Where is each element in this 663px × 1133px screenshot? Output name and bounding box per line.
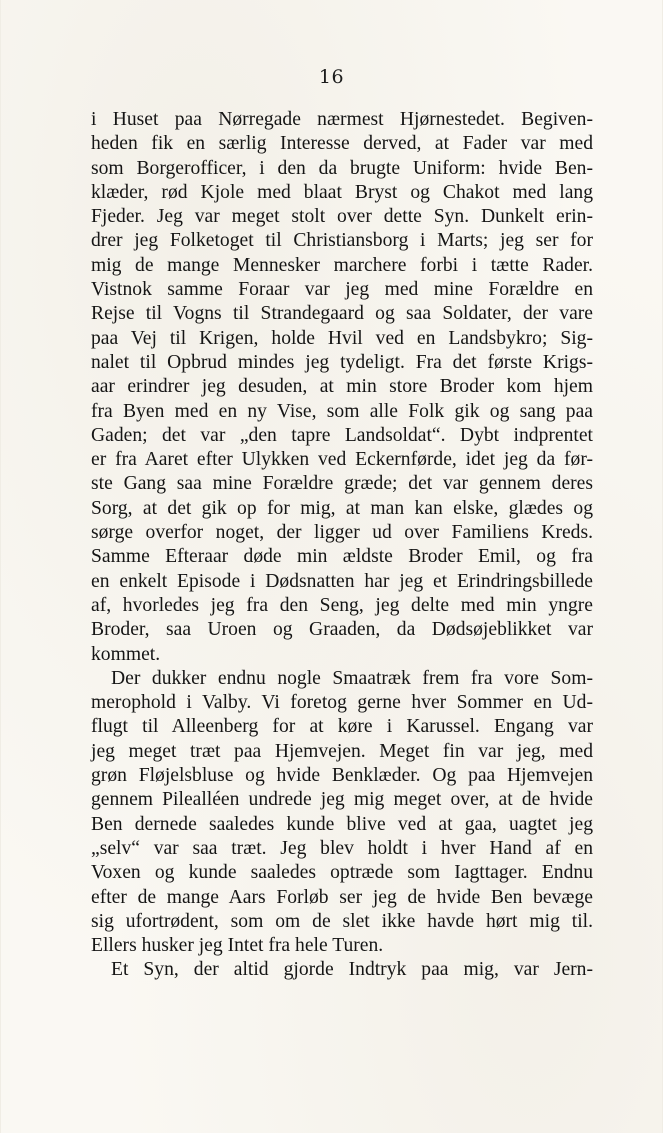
text-line: heden fik en særlig Interesse derved, at Fader var med [91, 133, 593, 155]
text-line: som Borgerofficer, i den da brugte Uniform: hvide Ben- [91, 157, 593, 179]
text-line: af, hvorledes jeg fra den Seng, jeg delte med min yngre [91, 594, 593, 616]
text-line: Sorg, at det gik op for mig, at man kan elske, glædes og [91, 497, 593, 519]
text-line: sørge overfor noget, der ligger ud over Familiens Kreds. [91, 522, 593, 544]
text-line: fra Byen med en ny Vise, som alle Folk gik og sang paa [91, 400, 593, 422]
text-line: grøn Fløjelsbluse og hvide Benklæder. Og paa Hjemvejen [91, 765, 593, 787]
text-line: gennem Pilealléen undrede jeg mig meget over, at de hvide [91, 789, 593, 811]
text-line: Ben dernede saaledes kunde blive ved at gaa, uagtet jeg [91, 813, 593, 835]
text-line: Gaden; det var „den tapre Landsoldat“. Dybt indprentet [91, 424, 593, 446]
paragraph-start-line: Et Syn, der altid gjorde Indtryk paa mig, var Jern- [111, 959, 593, 981]
text-line: Broder, saa Uroen og Graaden, da Dødsøjeblikket var [91, 619, 593, 641]
text-line: i Huset paa Nørregade nærmest Hjørnestedet. Begiven- [91, 109, 593, 130]
text-line: mig de mange Mennesker marchere forbi i tætte Rader. [91, 254, 593, 276]
text-line: drer jeg Folketoget til Christiansborg i Marts; jeg ser for [91, 230, 593, 252]
text-line: sig ufortrødent, som om de slet ikke havde hørt mig til. [91, 910, 593, 932]
text-line: efter de mange Aars Forløb ser jeg de hvide Ben bevæge [91, 886, 593, 908]
text-line: klæder, rød Kjole med blaat Bryst og Chakot med lang [91, 181, 593, 203]
text-line: Samme Efteraar døde min ældste Broder Emil, og fra [91, 546, 593, 568]
text-line: paa Vej til Krigen, holde Hvil ved en Landsbykro; Sig- [91, 327, 593, 349]
text-line: jeg meget træt paa Hjemvejen. Meget fin var jeg, med [91, 740, 593, 762]
text-line: en enkelt Episode i Dødsnatten har jeg et Erindringsbillede [91, 570, 593, 592]
text-line: Rejse til Vogns til Strandegaard og saa Soldater, der vare [91, 303, 593, 325]
text-line: flugt til Alleenberg for at køre i Karussel. Engang var [91, 716, 593, 738]
text-line: nalet til Opbrud mindes jeg tydeligt. Fra det første Krigs- [91, 351, 593, 373]
text-line: „selv“ var saa træt. Jeg blev holdt i hver Hand af en [91, 837, 593, 859]
paragraph-end-line: Ellers husker jeg Intet fra hele Turen. [91, 935, 384, 957]
body-text [91, 108, 593, 983]
text-line: aar erindrer jeg desuden, at min store Broder kom hjem [91, 376, 593, 398]
page-number: 16 [318, 66, 345, 88]
text-line: Voxen og kunde saaledes optræde som Iagttager. Endnu [91, 862, 593, 884]
paragraph-start-line: Der dukker endnu nogle Smaatræk frem fra vore Som- [111, 667, 593, 689]
paragraph-end-line: kommet. [91, 643, 161, 665]
text-line: Fjeder. Jeg var meget stolt over dette Syn. Dunkelt erin- [91, 206, 593, 228]
text-line: Vistnok samme Foraar var jeg med mine Forældre en [91, 279, 593, 301]
text-line: ste Gang saa mine Forældre græde; det var gennem deres [91, 473, 593, 495]
text-line: merophold i Valby. Vi foretog gerne hver Sommer en Ud- [91, 692, 593, 714]
text-line: er fra Aaret efter Ulykken ved Eckernførde, idet jeg da før- [91, 449, 593, 471]
